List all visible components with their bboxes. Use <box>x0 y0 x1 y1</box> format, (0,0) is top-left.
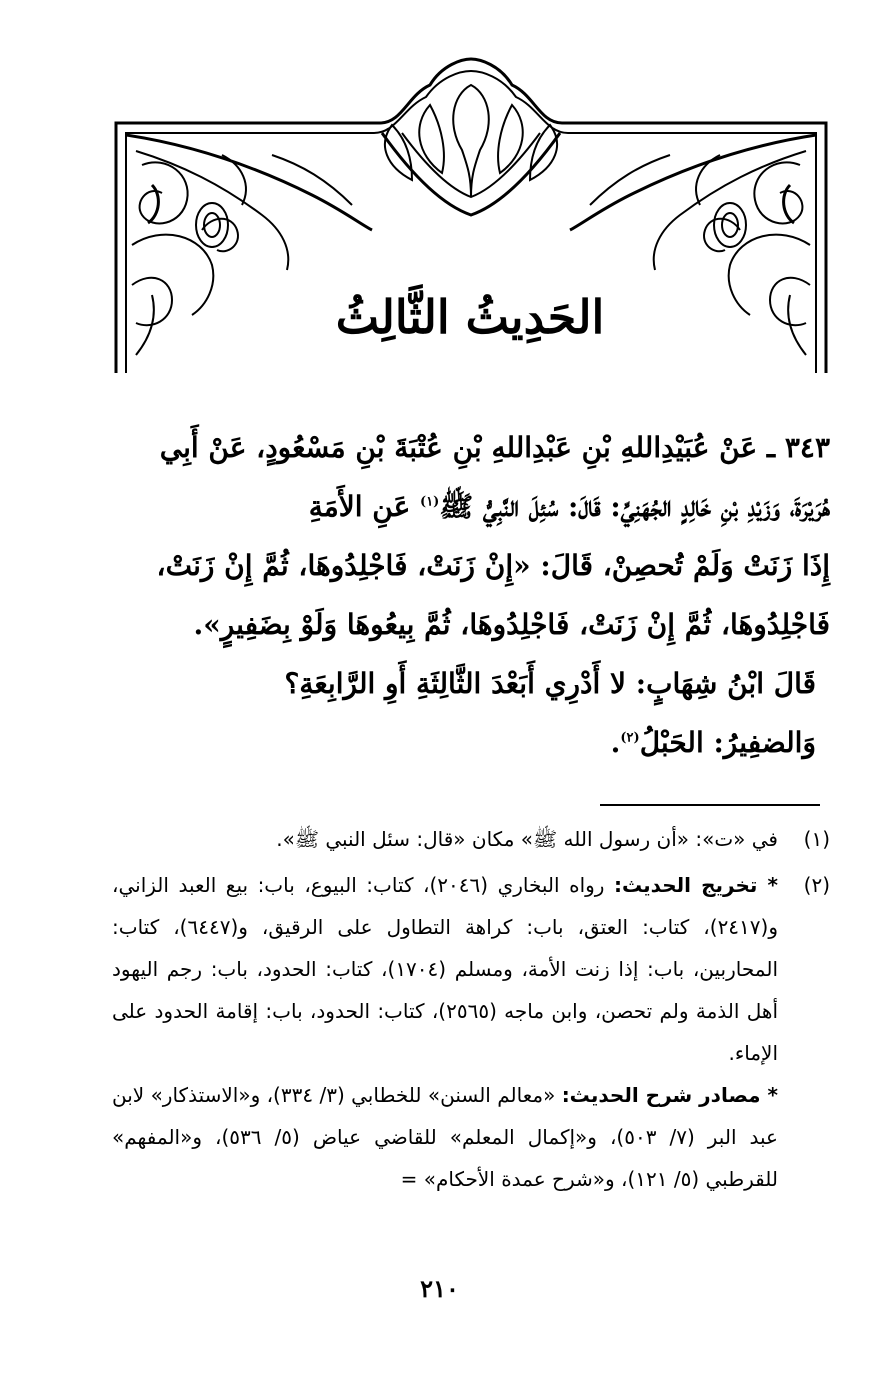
hadith-line <box>112 595 830 654</box>
hadith-text <box>112 418 830 772</box>
takhrij-paragraph <box>112 864 778 1074</box>
dafir-text: وَالضفِيرُ: الحَبْلُ <box>639 726 816 759</box>
hadith-line-3: إِذَا زَنَتْ وَلَمْ تُحصِنْ، قَالَ: «إِنْ زَنَتْ، فَاجْلِدُوهَا، ثُمَّ إِنْ زَنَتْ، <box>156 549 830 582</box>
page-number: ٢١٠ <box>420 1274 459 1303</box>
hadith-line-2b: عَنِ الأَمَةِ <box>308 490 421 523</box>
hadith-line <box>112 536 830 595</box>
hadith-line <box>112 477 830 536</box>
sources-heading: * مصادر شرح الحديث: <box>561 1083 778 1107</box>
ibn-shihab-note <box>112 654 816 713</box>
footnote-ref-1[interactable]: (١) <box>420 494 440 510</box>
takhrij-text: رواه البخاري (٢٠٤٦)، كتاب: البيوع، باب: بيع العبد الزاني، و(٢٤١٧)، كتاب: العتق، باب: كراهة التطاول على الرقيق، و(٦٤٤٧)، كتاب: المحاربين، باب: إذا زنت الأمة، ومسلم (١٧٠٤)، كتاب: الحدود، باب: رجم اليهود أهل الذمة ولم تحصن، وابن ماجه (٢٥٦٥)، كتاب: الحدود، باب: إقامة الحدود على الإماء. <box>112 873 779 1065</box>
footnote-text: في «ت»: «أن رسول الله ﷺ» مكان «قال: سئل النبي ﷺ». <box>276 827 778 851</box>
footnote-row <box>112 864 830 1200</box>
hadith-line-4: فَاجْلِدُوهَا، ثُمَّ إِنْ زَنَتْ، فَاجْلِدُوهَا، ثُمَّ بِيعُوهَا وَلَوْ بِضَفِيرٍ». <box>193 608 830 641</box>
footnote-number: (٢) <box>803 873 830 897</box>
sources-text: «معالم السنن» للخطابي (٣/ ٣٣٤)، و«الاستذكار» لابن عبد البر (٧/ ٥٠٣)، و«إكمال المعلم» للقاضي عياض (٥/ ٥٣٦)، و«المفهم» للقرطبي (٥/ ١٢١)، و«شرح عمدة الأحكام» = <box>112 1083 778 1191</box>
hadith-line <box>112 418 830 477</box>
footnote-number: (١) <box>803 827 830 851</box>
dafir-end: . <box>610 726 621 759</box>
footnote-1 <box>112 818 830 860</box>
takhrij-heading: * تخريج الحديث: <box>613 873 778 897</box>
footnote-2 <box>112 864 830 1200</box>
chapter-title: الحَدِيثُ الثَّالِثُ <box>335 290 605 344</box>
dafir-note <box>112 713 816 772</box>
ibn-shihab-text: قَالَ ابْنُ شِهَابٍ: لا أَدْرِي أَبَعْدَ الثَّالِثَةِ أَوِ الرَّابِعَةِ؟ <box>284 667 816 700</box>
footnote-separator <box>600 804 820 806</box>
footnote-row <box>112 818 830 860</box>
hadith-line-1: ٣٤٣ ـ عَنْ عُبَيْدِاللهِ بْنِ عَبْدِاللهِ بْنِ عُتْبَةَ بْنِ مَسْعُودٍ، عَنْ أَبِي <box>159 431 830 464</box>
hadith-line-2a: هُرَيْرَةَ، وَزَيْدِ بْنِ خَالِدٍ الجُهَنِيِّ: قَالَ: سُئِلَ النَّبِيُّ ﷺ <box>439 490 830 523</box>
footnote-body <box>112 864 778 1200</box>
footnote-ref-2[interactable]: (٢) <box>620 730 640 746</box>
sources-paragraph <box>112 1074 778 1200</box>
